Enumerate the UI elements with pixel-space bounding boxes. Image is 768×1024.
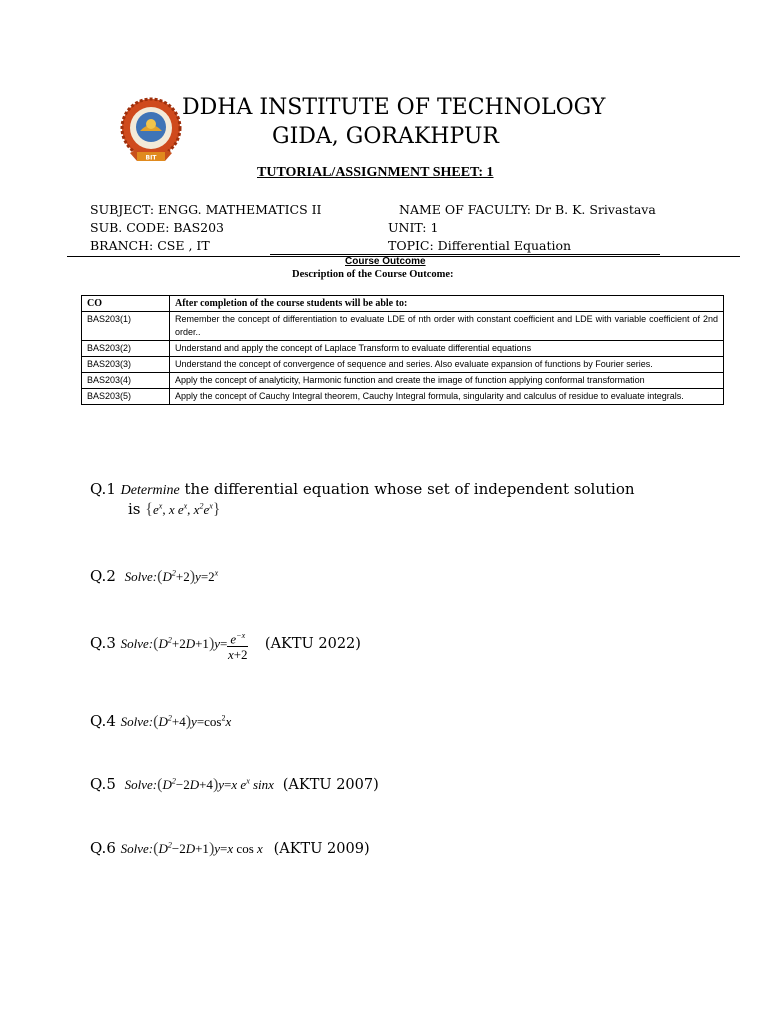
equation: $(D^2+4)y=\cos^2x$ bbox=[153, 713, 232, 730]
table-row bbox=[82, 373, 724, 389]
table-row bbox=[82, 389, 724, 405]
question-number: Q.6 bbox=[90, 839, 116, 857]
question-number: Q.2 bbox=[90, 567, 116, 585]
subject-code-label: SUB. CODE: BAS203 bbox=[90, 220, 225, 235]
question-lead-word: Determine bbox=[120, 483, 180, 498]
question-4 bbox=[90, 712, 231, 731]
header-rule bbox=[270, 254, 660, 255]
question-2 bbox=[90, 567, 218, 586]
equation: $(D^2+2D+1)y=$ $\frac{e^{-x}}{x+2}$ bbox=[153, 636, 248, 651]
question-source-note: (AKTU 2022) bbox=[264, 636, 361, 653]
question-5 bbox=[90, 775, 379, 794]
table-row bbox=[82, 341, 724, 357]
question-1 bbox=[90, 480, 635, 499]
table-header-co: CO bbox=[82, 296, 170, 312]
table-row bbox=[82, 357, 724, 373]
institute-seal-icon bbox=[120, 97, 182, 165]
institute-location: GIDA, GORAKHPUR bbox=[272, 124, 499, 149]
solution-set-formula: {$e^x$, x $e^x$, $x^2e^x$} bbox=[145, 501, 221, 518]
table-cell-outcome: Apply the concept of analyticity, Harmonic function and create the image of function applying conformal transformation bbox=[170, 373, 724, 389]
subject-label: SUBJECT: ENGG. MATHEMATICS II bbox=[90, 202, 322, 217]
table-cell-outcome: Apply the concept of Cauchy Integral theorem, Cauchy Integral formula, singularity and calculus of residue to evaluate integrals. bbox=[170, 389, 724, 405]
table-cell-co: BAS203(5) bbox=[82, 389, 170, 405]
question-source-note: (AKTU 2007) bbox=[282, 777, 379, 793]
table-cell-outcome: Understand and apply the concept of Laplace Transform to evaluate differential equations bbox=[170, 341, 724, 357]
table-header-row bbox=[82, 296, 724, 312]
question-text: the differential equation whose set of independent solution bbox=[184, 480, 635, 498]
solve-label: Solve: bbox=[120, 636, 154, 652]
institute-name: DDHA INSTITUTE OF TECHNOLOGY bbox=[182, 95, 606, 120]
solve-label: Solve: bbox=[120, 714, 154, 729]
faculty-label: NAME OF FACULTY: Dr B. K. Srivastava bbox=[399, 202, 656, 217]
course-outcome-table bbox=[81, 295, 724, 405]
table-row bbox=[82, 312, 724, 341]
solve-label: Solve: bbox=[124, 777, 158, 792]
question-text: is bbox=[128, 500, 141, 518]
table-cell-co: BAS203(1) bbox=[82, 312, 170, 341]
question-number: Q.4 bbox=[90, 712, 116, 730]
table-cell-co: BAS203(2) bbox=[82, 341, 170, 357]
equation: $(D^2+2)y=2^x$ bbox=[157, 568, 219, 585]
table-header-outcome: After completion of the course students will be able to: bbox=[170, 296, 724, 312]
unit-label: UNIT: 1 bbox=[388, 220, 439, 235]
course-outcome-description: Description of the Course Outcome: bbox=[292, 269, 454, 280]
equation: $(D^2-2D+1)y=x$ cos x bbox=[153, 840, 263, 857]
question-number: Q.1 bbox=[90, 480, 116, 498]
solve-label: Solve: bbox=[120, 841, 154, 856]
sheet-title: TUTORIAL/ASSIGNMENT SHEET: 1 bbox=[257, 165, 494, 180]
table-cell-outcome: Understand the concept of convergence of sequence and series. Also evaluate expansion of functions by Fourier series. bbox=[170, 357, 724, 373]
question-6 bbox=[90, 839, 370, 858]
question-3 bbox=[90, 628, 361, 662]
question-number: Q.5 bbox=[90, 775, 116, 793]
question-source-note: (AKTU 2009) bbox=[273, 841, 370, 857]
course-outcome-title: Course Outcome bbox=[345, 256, 426, 267]
svg-text:BIT: BIT bbox=[145, 154, 157, 162]
equation: $(D^2-2D+4)y=x$ $e^x$ sinx bbox=[157, 776, 274, 793]
table-cell-co: BAS203(4) bbox=[82, 373, 170, 389]
table-cell-co: BAS203(3) bbox=[82, 357, 170, 373]
question-number: Q.3 bbox=[90, 634, 116, 653]
table-cell-outcome: Remember the concept of differentiation to evaluate LDE of nth order with constant coefficient and LDE with variable coefficient of 2nd order.. bbox=[170, 312, 724, 341]
solve-label: Solve: bbox=[124, 569, 158, 584]
branch-label: BRANCH: CSE , IT bbox=[90, 238, 210, 253]
question-1-solution-set bbox=[128, 500, 220, 519]
topic-label: TOPIC: Differential Equation bbox=[388, 238, 572, 253]
